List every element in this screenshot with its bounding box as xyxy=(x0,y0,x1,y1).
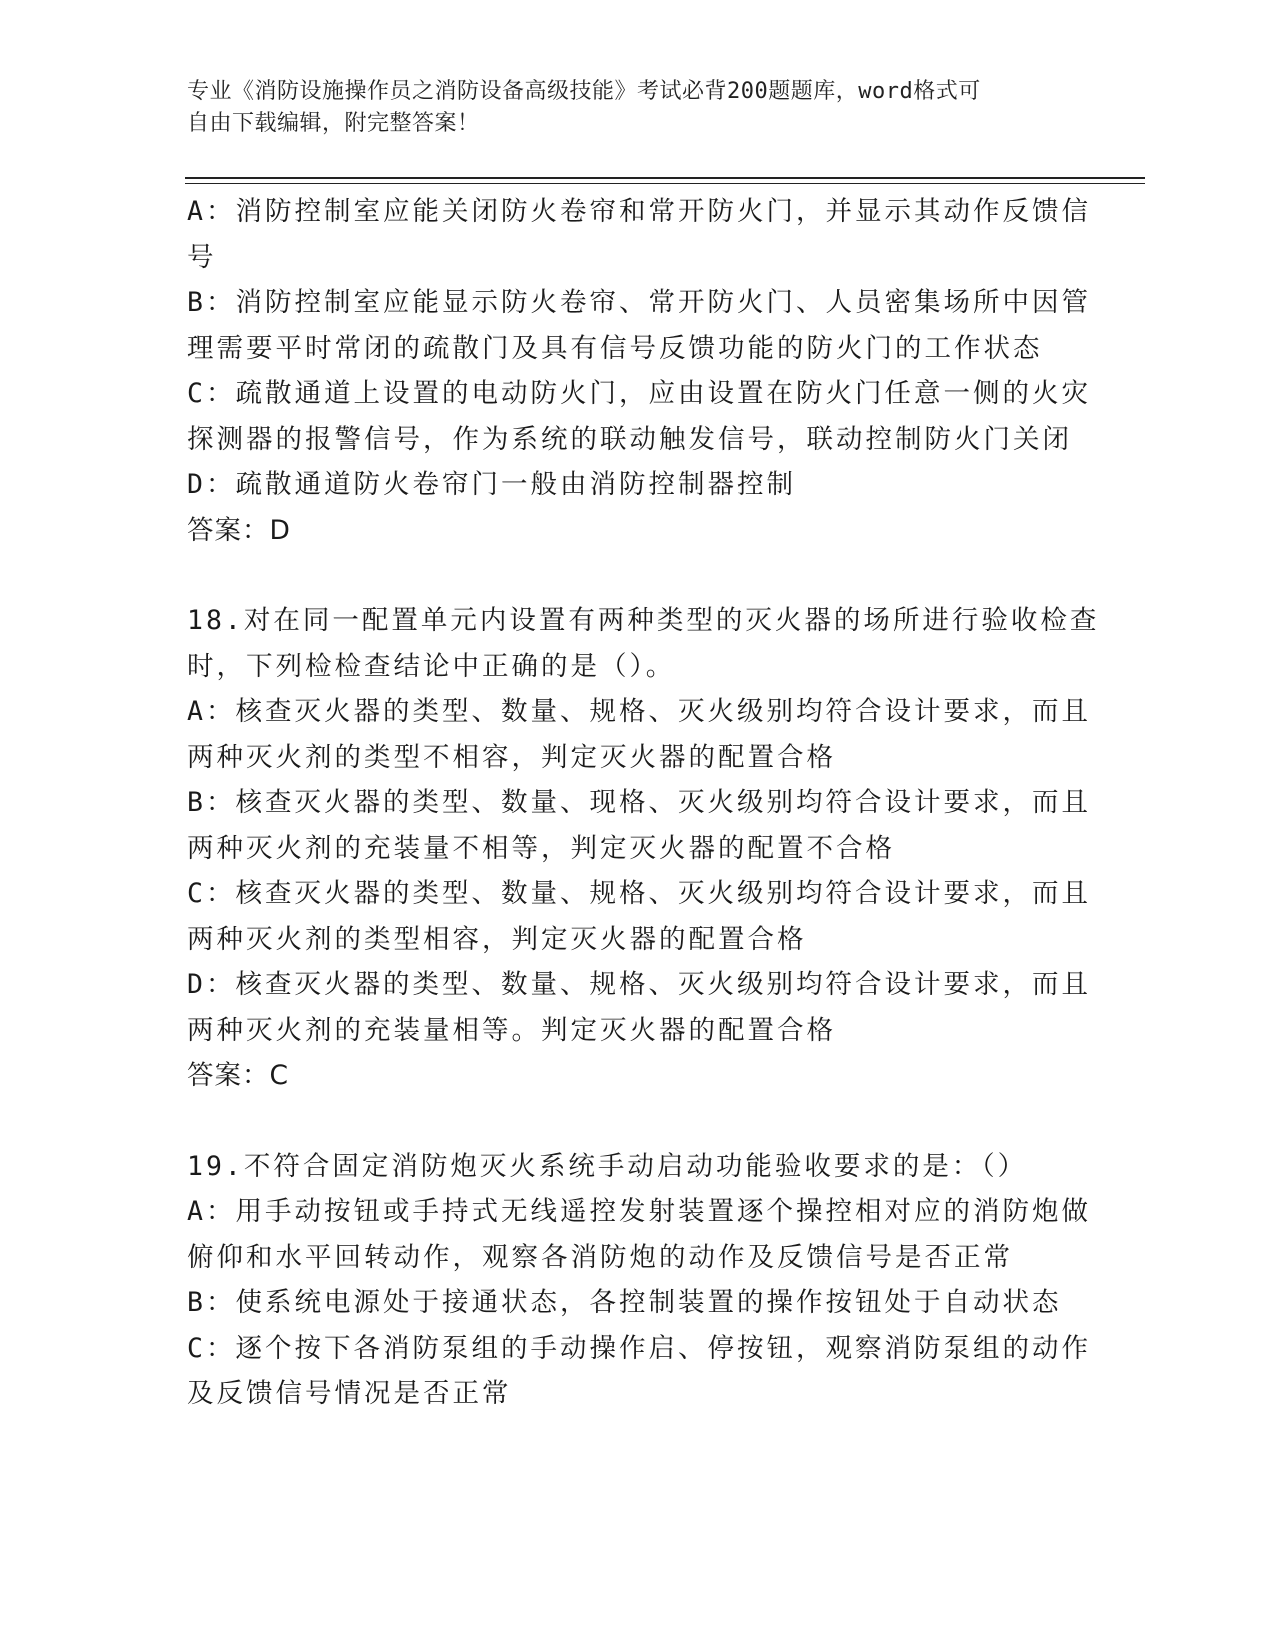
document-header xyxy=(187,76,1067,140)
spacer xyxy=(187,553,1067,598)
q18-option-a-line-1: A：核查灭火器的类型、数量、规格、灭火级别均符合设计要求，而且 xyxy=(187,696,1091,727)
q18-answer: 答案：C xyxy=(187,1060,290,1091)
q18-stem-line-2: 时，下列检检查结论中正确的是（）。 xyxy=(187,650,676,682)
q17-option-c-line-2: 探测器的报警信号，作为系统的联动触发信号，联动控制防火门关闭 xyxy=(187,423,1072,455)
question-17-options xyxy=(187,189,1091,553)
q18-option-d-line-1: D：核查灭火器的类型、数量、规格、灭火级别均符合设计要求，而且 xyxy=(187,969,1091,1000)
q17-option-b-line-2: 理需要平时常闭的疏散门及具有信号反馈功能的防火门的工作状态 xyxy=(187,332,1043,364)
question-19 xyxy=(187,1144,1091,1417)
question-18 xyxy=(187,598,1100,1099)
q18-option-b-line-2: 两种灭火剂的充装量不相等，判定灭火器的配置不合格 xyxy=(187,832,895,864)
header-divider-thick xyxy=(185,177,1145,179)
q17-option-a-line-2: 号 xyxy=(187,241,217,273)
q18-option-d-line-2: 两种灭火剂的充装量相等。判定灭火器的配置合格 xyxy=(187,1014,836,1046)
spacer xyxy=(187,1099,1067,1144)
q18-stem-line-1: 18.对在同一配置单元内设置有两种类型的灭火器的场所进行验收检查 xyxy=(187,605,1100,636)
header-line-1: 专业《消防设施操作员之消防设备高级技能》考试必背200题题库，word格式可 xyxy=(187,79,981,104)
q19-option-a-line-1: A：用手动按钮或手持式无线遥控发射装置逐个操控相对应的消防炮做 xyxy=(187,1196,1091,1227)
q17-option-a-line-1: A：消防控制室应能关闭防火卷帘和常开防火门，并显示其动作反馈信 xyxy=(187,196,1091,227)
q17-option-c-line-1: C：疏散通道上设置的电动防火门，应由设置在防火门任意一侧的火灾 xyxy=(187,378,1091,409)
q19-option-c-line-2: 及反馈信号情况是否正常 xyxy=(187,1378,512,1409)
q17-option-d-line-1: D：疏散通道防火卷帘门一般由消防控制器控制 xyxy=(187,469,796,500)
q17-answer: 答案：D xyxy=(187,514,291,546)
q19-option-c-line-1: C：逐个按下各消防泵组的手动操作启、停按钮，观察消防泵组的动作 xyxy=(187,1332,1091,1364)
q19-option-a-line-2: 俯仰和水平回转动作，观察各消防炮的动作及反馈信号是否正常 xyxy=(187,1241,1013,1273)
q18-option-c-line-1: C：核查灭火器的类型、数量、规格、灭火级别均符合设计要求，而且 xyxy=(187,878,1091,909)
q19-stem-line-1: 19.不符合固定消防炮灭火系统手动启动功能验收要求的是：（） xyxy=(187,1150,1028,1182)
header-divider-thin xyxy=(185,183,1145,184)
q19-option-b-line-1: B：使系统电源处于接通状态，各控制装置的操作按钮处于自动状态 xyxy=(187,1287,1062,1318)
q17-option-b-line-1: B：消防控制室应能显示防火卷帘、常开防火门、人员密集场所中因管 xyxy=(187,287,1091,318)
q18-option-c-line-2: 两种灭火剂的类型相容，判定灭火器的配置合格 xyxy=(187,923,807,955)
q18-option-a-line-2: 两种灭火剂的类型不相容，判定灭火器的配置合格 xyxy=(187,741,836,773)
header-line-2: 自由下载编辑，附完整答案！ xyxy=(187,111,480,136)
q18-option-b-line-1: B：核查灭火器的类型、数量、现格、灭火级别均符合设计要求，而且 xyxy=(187,787,1091,818)
document-body xyxy=(187,189,1100,1417)
